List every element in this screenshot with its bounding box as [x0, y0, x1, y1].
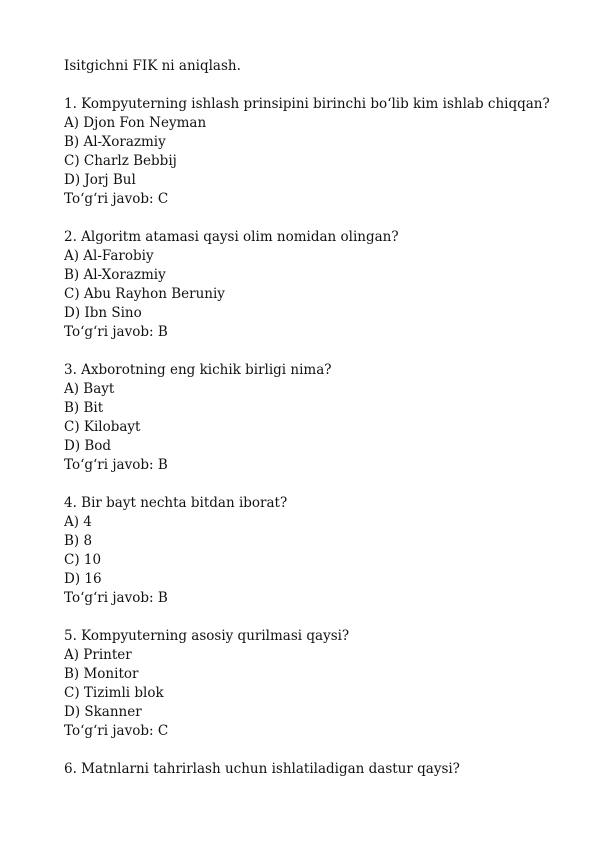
option-c: C) 10	[64, 552, 102, 568]
question-block	[64, 361, 574, 475]
spacer	[64, 608, 574, 627]
option-c: C) Kilobayt	[64, 419, 141, 435]
option-b: B) Al-Xorazmiy	[64, 267, 166, 283]
option-d: D) Jorj Bul	[64, 172, 136, 188]
option-d: D) 16	[64, 571, 102, 587]
option-d: D) Bod	[64, 438, 112, 454]
correct-answer: To‘g‘ri javob: B	[64, 457, 168, 473]
correct-answer: To‘g‘ri javob: C	[64, 723, 169, 739]
question-text: 2. Algoritm atamasi qaysi olim nomidan olingan?	[64, 229, 399, 245]
option-b: B) Al-Xorazmiy	[64, 134, 166, 150]
option-b: B) Bit	[64, 400, 104, 416]
question-text: 6. Matnlarni tahrirlash uchun ishlatiladigan dastur qaysi?	[64, 761, 460, 777]
correct-answer: To‘g‘ri javob: B	[64, 590, 168, 606]
spacer	[64, 76, 574, 95]
option-b: B) Monitor	[64, 666, 139, 682]
spacer	[64, 741, 574, 760]
option-a: A) Djon Fon Neyman	[64, 115, 207, 131]
option-d: D) Skanner	[64, 704, 142, 720]
option-c: C) Tizimli blok	[64, 685, 164, 701]
option-a: A) 4	[64, 514, 92, 530]
question-block	[64, 95, 574, 209]
question-block	[64, 494, 574, 608]
spacer	[64, 475, 574, 494]
option-c: C) Abu Rayhon Beruniy	[64, 286, 225, 302]
document-title: Isitgichni FIK ni aniqlash.	[64, 58, 241, 74]
question-text: 1. Kompyuterning ishlash prinsipini birinchi bo‘lib kim ishlab chiqqan?	[64, 96, 550, 112]
question-text: 3. Axborotning eng kichik birligi nima?	[64, 362, 332, 378]
question-text: 4. Bir bayt nechta bitdan iborat?	[64, 495, 288, 511]
spacer	[64, 342, 574, 361]
option-c: C) Charlz Bebbij	[64, 153, 177, 169]
option-a: A) Printer	[64, 647, 132, 663]
question-block	[64, 228, 574, 342]
spacer	[64, 209, 574, 228]
correct-answer: To‘g‘ri javob: C	[64, 191, 169, 207]
question-block	[64, 627, 574, 741]
correct-answer: To‘g‘ri javob: B	[64, 324, 168, 340]
option-d: D) Ibn Sino	[64, 305, 142, 321]
document-page	[64, 57, 574, 779]
question-text: 5. Kompyuterning asosiy qurilmasi qaysi?	[64, 628, 350, 644]
question-block	[64, 760, 574, 779]
option-b: B) 8	[64, 533, 93, 549]
option-a: A) Al-Farobiy	[64, 248, 154, 264]
option-a: A) Bayt	[64, 381, 115, 397]
